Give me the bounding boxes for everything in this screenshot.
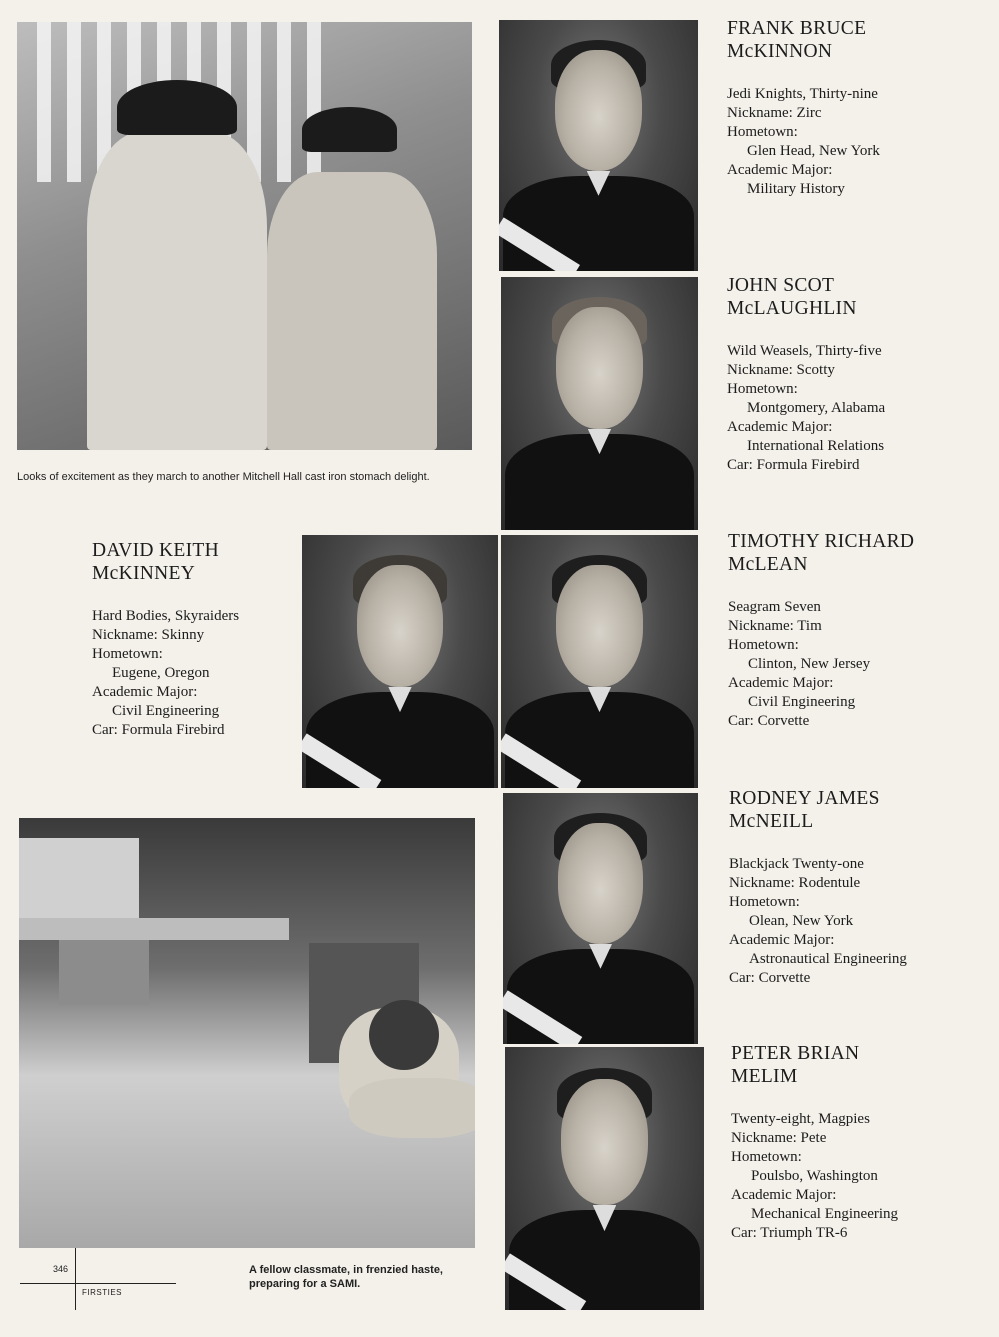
- classmate-studying-photo: [19, 818, 475, 1248]
- folio-horizontal-rule: [20, 1283, 176, 1284]
- bottom-photo-caption: A fellow classmate, in frenzied haste, preparing for a SAMI.: [249, 1264, 443, 1290]
- bio-mckinney: DAVID KEITH McKINNEY Hard Bodies, Skyraiders Nickname: Skinny Hometown: Eugene, Oregon Academic Major: Civil Engineering Car: Formula Firebird: [92, 539, 292, 740]
- folio-vertical-rule: [75, 1248, 76, 1310]
- marching-cadets-photo: [17, 22, 472, 450]
- top-photo-caption: Looks of excitement as they march to another Mitchell Hall cast iron stomach delight.: [17, 471, 430, 483]
- bio-mclean: TIMOTHY RICHARD McLEAN Seagram Seven Nickname: Tim Hometown: Clinton, New Jersey Academic Major: Civil Engineering Car: Corvette: [728, 530, 988, 731]
- cadet-name: DAVID KEITH McKINNEY: [92, 540, 219, 584]
- page-number: 346: [53, 1264, 69, 1274]
- cadet-name: FRANK BRUCE McKINNON: [727, 18, 867, 62]
- cadet-name: TIMOTHY RICHARD McLEAN: [728, 531, 915, 575]
- bio-mclaughlin: JOHN SCOT McLAUGHLIN Wild Weasels, Thirty-five Nickname: Scotty Hometown: Montgomery, Alabama Academic Major: International Relations Car: Formula Firebird: [727, 274, 987, 475]
- portrait-mcneill: [503, 793, 698, 1044]
- cadet-name: RODNEY JAMES McNEILL: [729, 788, 880, 832]
- section-label: FIRSTIES: [82, 1288, 123, 1297]
- portrait-mclean: [501, 535, 698, 788]
- portrait-melim: [505, 1047, 704, 1310]
- bio-mcneill: RODNEY JAMES McNEILL Blackjack Twenty-one Nickname: Rodentule Hometown: Olean, New York Academic Major: Astronautical Engineering Car: Corvette: [729, 787, 989, 988]
- bio-melim: PETER BRIAN MELIM Twenty-eight, Magpies Nickname: Pete Hometown: Poulsbo, Washington Academic Major: Mechanical Engineering Car: Triumph TR-6: [731, 1042, 991, 1243]
- cadet-name: JOHN SCOT McLAUGHLIN: [727, 275, 857, 319]
- portrait-mclaughlin: [501, 277, 698, 530]
- portrait-mckinney: [302, 535, 498, 788]
- portrait-mckinnon: [499, 20, 698, 271]
- cadet-name: PETER BRIAN MELIM: [731, 1043, 860, 1087]
- bio-mckinnon: FRANK BRUCE McKINNON Jedi Knights, Thirty-nine Nickname: Zirc Hometown: Glen Head, New York Academic Major: Military History: [727, 17, 987, 199]
